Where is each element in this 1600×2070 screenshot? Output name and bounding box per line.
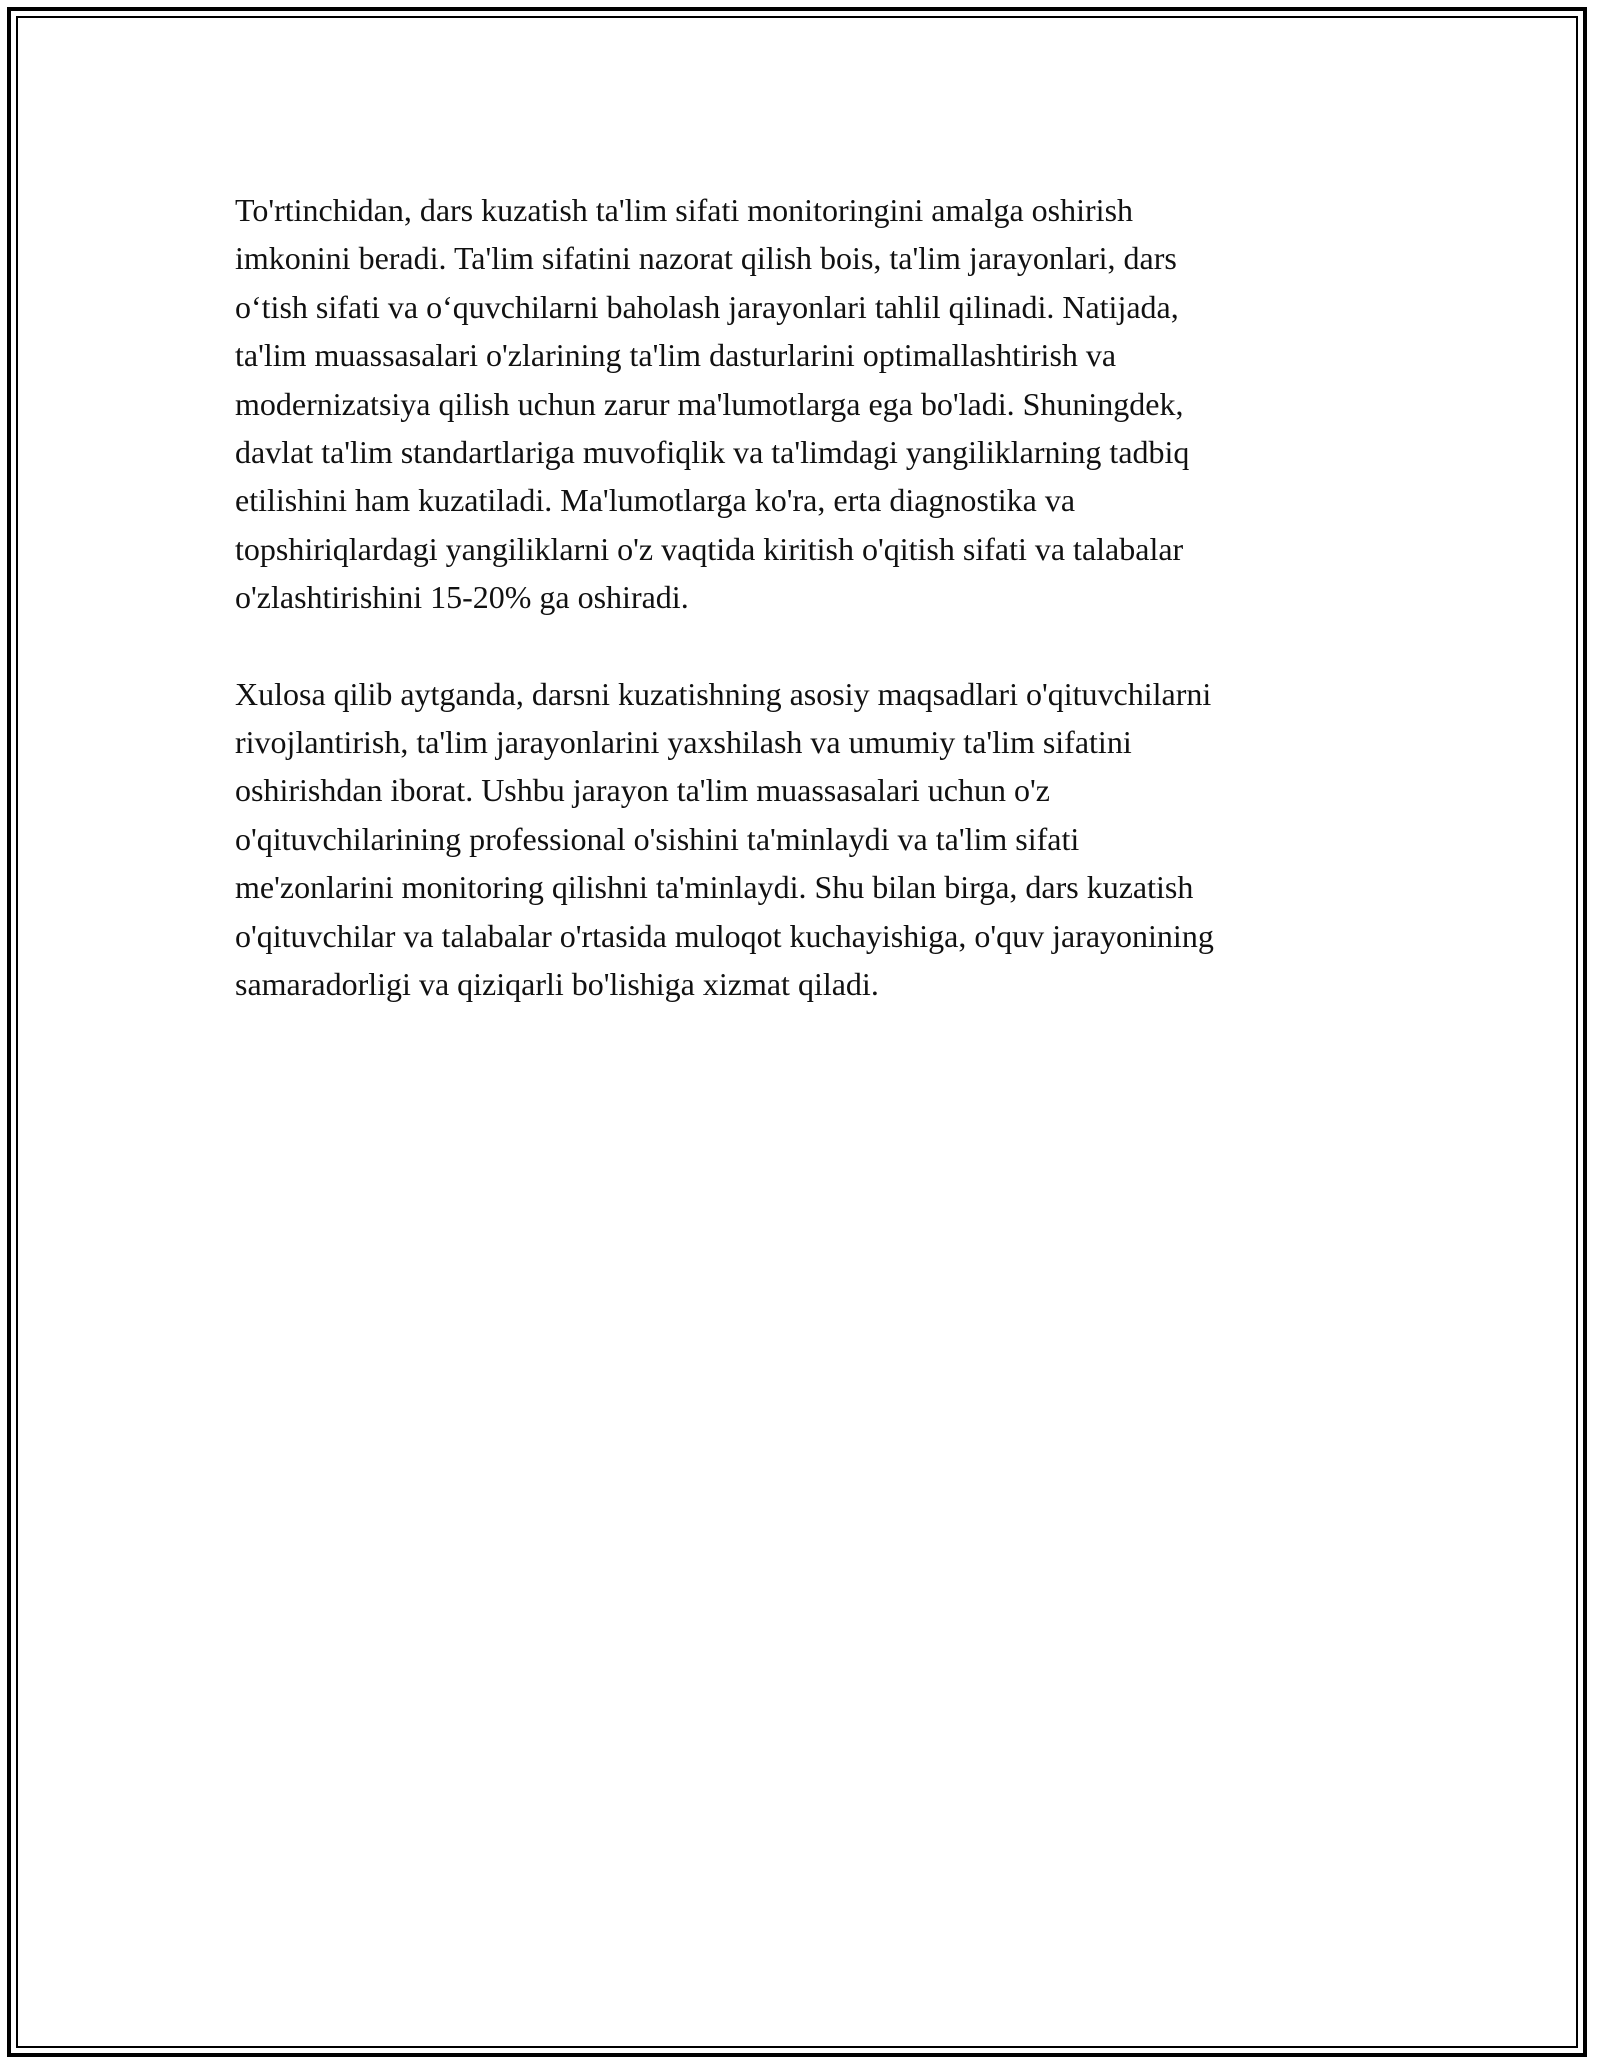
- text-line: o'zlashtirishini 15-20% ga oshiradi.: [235, 579, 689, 616]
- text-line: davlat ta'lim standartlariga muvofiqlik va ta'limdagi yangiliklarning tadbiq: [235, 434, 1190, 471]
- paragraph-monitoring: [235, 186, 1375, 622]
- text-line: o'qituvchilarining professional o'sishini ta'minlaydi va ta'lim sifati: [235, 820, 1080, 857]
- text-line: topshiriqlardagi yangiliklarni o'z vaqtida kiritish o'qitish sifati va talabalar: [235, 530, 1184, 567]
- text-line: oshirishdan iborat. Ushbu jarayon ta'lim muassasalari uchun o'z: [235, 772, 1050, 809]
- paragraph-conclusion: [235, 670, 1375, 1009]
- text-line: modernizatsiya qilish uchun zarur ma'lumotlarga ega bo'ladi. Shuningdek,: [235, 385, 1184, 422]
- text-line: me'zonlarini monitoring qilishni ta'minlaydi. Shu bilan birga, dars kuzatish: [235, 869, 1194, 906]
- text-line: ta'lim muassasalari o'zlarining ta'lim dasturlarini optimallashtirish va: [235, 337, 1117, 374]
- text-line: o'qituvchilar va talabalar o'rtasida muloqot kuchayishiga, o'quv jarayonining: [235, 917, 1214, 954]
- text-line: samaradorligi va qiziqarli bo'lishiga xizmat qiladi.: [235, 966, 879, 1003]
- text-line: To'rtinchidan, dars kuzatish ta'lim sifati monitoringini amalga oshirish: [235, 192, 1134, 228]
- text-line: etilishini ham kuzatiladi. Ma'lumotlarga ko'ra, erta diagnostika va: [235, 482, 1076, 519]
- document-body: [235, 186, 1375, 1057]
- text-line: Xulosa qilib aytganda, darsni kuzatishning asosiy maqsadlari o'qituvchilarni: [235, 675, 1212, 712]
- text-line: rivojlantirish, ta'lim jarayonlarini yaxshilash va umumiy ta'lim sifatini: [235, 724, 1132, 761]
- text-line: o‘tish sifati va o‘quvchilarni baholash jarayonlari tahlil qilinadi. Natijada,: [235, 288, 1179, 325]
- text-line: imkonini beradi. Ta'lim sifatini nazorat qilish bois, ta'lim jarayonlari, dars: [235, 240, 1177, 277]
